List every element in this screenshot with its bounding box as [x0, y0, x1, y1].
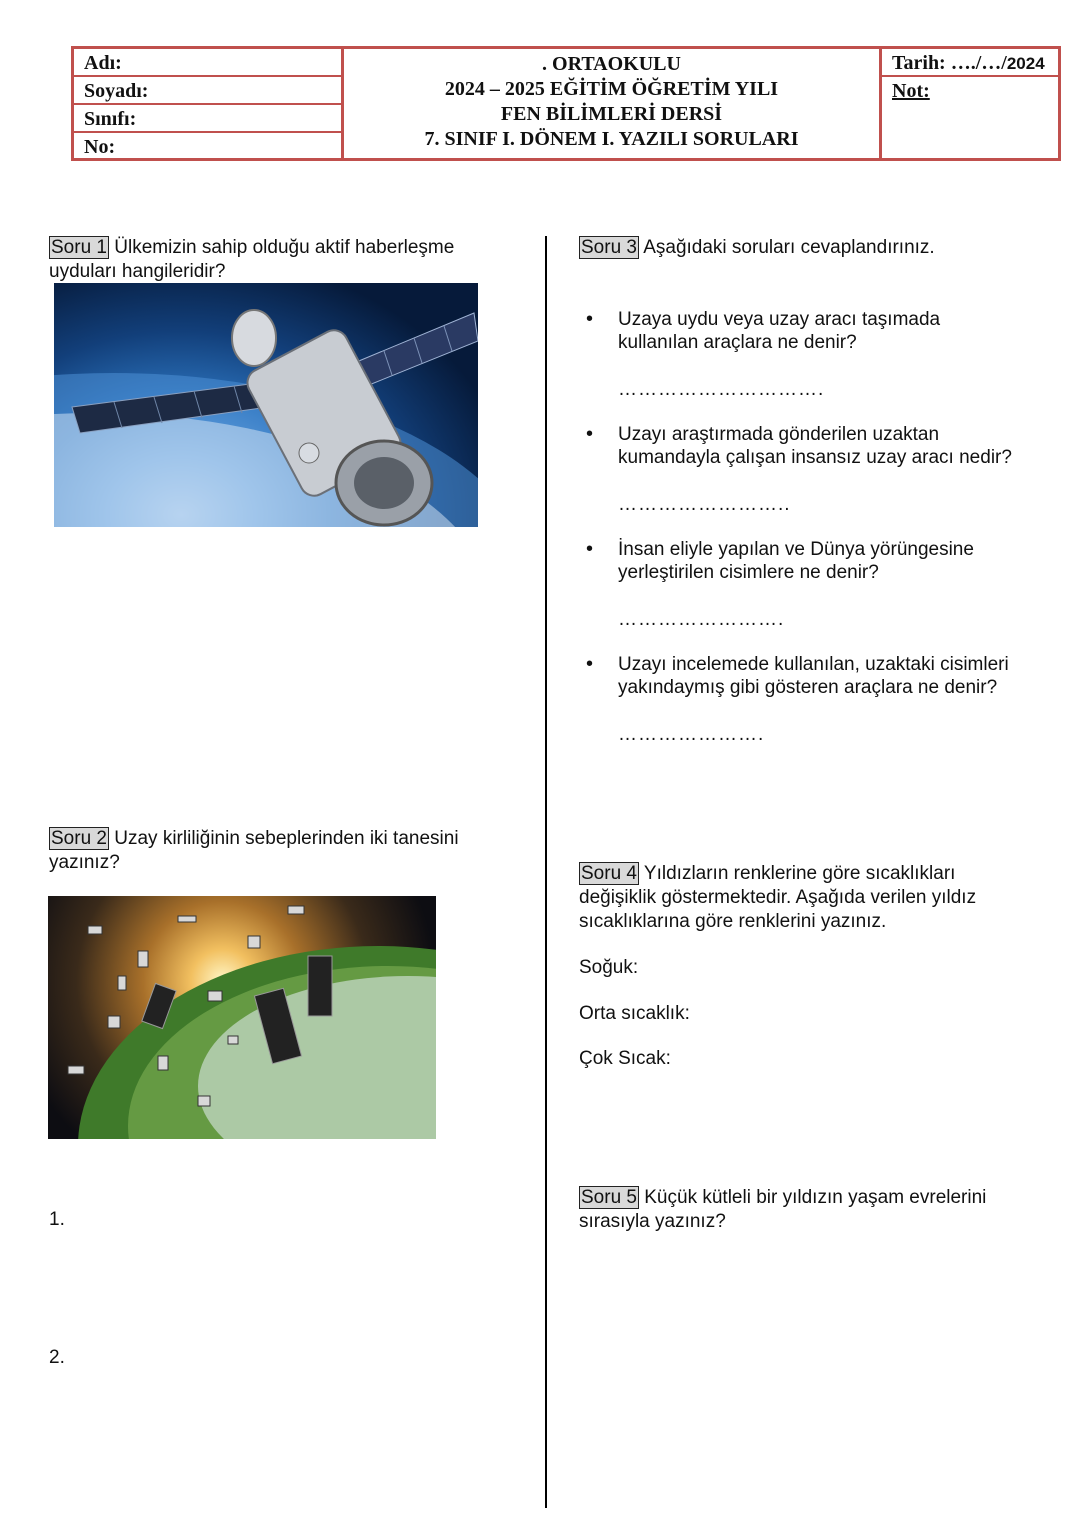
question-5 — [579, 1186, 1049, 1234]
question-4-tag: Soru 4 — [581, 863, 637, 884]
name-field: Adı: — [74, 49, 341, 77]
question-3-tag: Soru 3 — [581, 237, 637, 258]
question-1-text-cont: uyduları hangileridir? — [49, 261, 226, 282]
student-info-box — [74, 49, 344, 158]
course-name: FEN BİLİMLERİ DERSİ — [500, 103, 723, 125]
question-4-text-cont: değişiklik göstermektedir. Aşağıda verilen yıldız — [579, 887, 977, 908]
list-item: • Uzayı incelemede kullanılan, uzaktaki cisimleri yakındaymış gibi gösteren araçlara ne denir? — [586, 653, 1056, 699]
question-2-text: Uzay kirliliğinin sebeplerinden iki tanesini — [108, 828, 459, 849]
list-item: • Uzaya uydu veya uzay aracı taşımada kullanılan araçlara ne denir? — [586, 308, 1056, 354]
answer-2-label: 2. — [49, 1347, 65, 1368]
date-field: Tarih: …./…/2024 — [882, 49, 1058, 77]
column-divider — [545, 236, 547, 1508]
satellite-image — [54, 283, 478, 527]
exam-title — [344, 49, 882, 158]
question-4-text-cont: sıcaklıklarına göre renklerini yazınız. — [579, 911, 887, 932]
number-field: No: — [84, 136, 116, 158]
question-2-text-cont: yazınız? — [49, 852, 120, 873]
class-field: Sınıfı: — [74, 105, 341, 133]
list-item: • İnsan eliyle yapılan ve Dünya yörüngesine yerleştirilen cisimlere ne denir? — [586, 538, 1056, 584]
answer-blank: …………………. — [618, 724, 765, 745]
question-4-text: Yıldızların renklerine göre sıcaklıkları — [638, 863, 956, 884]
date-grade-box — [882, 49, 1058, 158]
question-5-text-cont: sırasıyla yazınız? — [579, 1211, 726, 1232]
answer-blank: …………………….. — [618, 494, 791, 515]
school-name: . ORTAOKULU — [542, 53, 681, 75]
answer-blank: ……………………. — [618, 609, 785, 630]
question-1-tag: Soru 1 — [51, 237, 107, 258]
very-hot-label: Çok Sıcak: — [579, 1048, 671, 1069]
question-5-tag: Soru 5 — [581, 1187, 637, 1208]
exam-header — [71, 46, 1061, 161]
question-4 — [579, 862, 1049, 934]
academic-year: 2024 – 2025 EĞİTİM ÖĞRETİM YILI — [444, 78, 779, 100]
cold-label: Soğuk: — [579, 957, 639, 978]
question-1-text: Ülkemizin sahip olduğu aktif haberleşme — [108, 237, 455, 258]
surname-field: Soyadı: — [74, 77, 341, 105]
question-2-tag: Soru 2 — [51, 828, 107, 849]
space-debris-image — [48, 896, 436, 1139]
question-3-list — [586, 308, 1056, 768]
question-5-text: Küçük kütleli bir yıldızın yaşam evrelerini — [638, 1187, 987, 1208]
question-3 — [579, 236, 1049, 260]
medium-temp-label: Orta sıcaklık: — [579, 1003, 690, 1024]
question-3-text: Aşağıdaki soruları cevaplandırınız. — [638, 237, 935, 258]
answer-blank: …………………………. — [618, 379, 825, 400]
answer-1-label: 1. — [49, 1209, 65, 1230]
list-item: • Uzayı araştırmada gönderilen uzaktan kumandayla çalışan insansız uzay aracı nedir? — [586, 423, 1056, 469]
exam-name: 7. SINIF I. DÖNEM I. YAZILI SORULARI — [424, 128, 799, 150]
grade-field: Not: — [892, 80, 930, 102]
question-2 — [49, 827, 519, 875]
question-1 — [49, 236, 519, 284]
